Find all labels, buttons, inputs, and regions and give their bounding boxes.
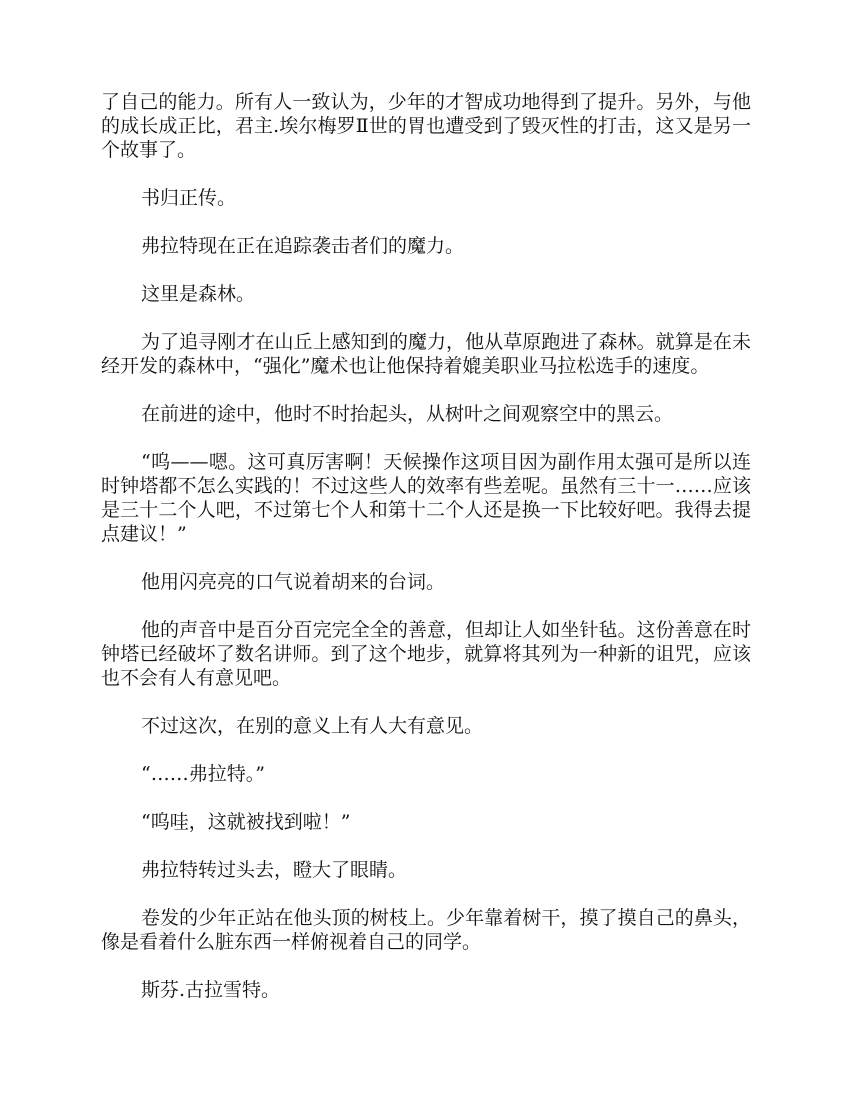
paragraph-continuation: 了自己的能力。所有人一致认为，少年的才智成功地得到了提升。另外，与他的成长成正比，君主.埃尔梅罗Ⅱ世的胃也遭受到了毁灭性的打击，这又是另一个故事了。 [101, 91, 751, 161]
paragraph: 卷发的少年正站在他头顶的树枝上。少年靠着树干，摸了摸自己的鼻头，像是看着什么脏东西一样俯视着自己的同学。 [101, 907, 751, 953]
paragraph: 他用闪亮亮的口气说着胡来的台词。 [141, 571, 446, 593]
paragraph: 他的声音中是百分百完完全全的善意，但却让人如坐针毡。这份善意在时钟塔已经破坏了数名讲师。到了这个地步，就算将其列为一种新的诅咒，应该也不会有人有意见吧。 [101, 619, 751, 689]
dialogue-paragraph: “……弗拉特。” [141, 763, 265, 785]
paragraph: 这里是森林。 [141, 283, 256, 305]
document-page [101, 90, 751, 1026]
paragraph: 弗拉特转过头去，瞪大了眼睛。 [141, 859, 408, 881]
dialogue-paragraph: “呜——嗯。这可真厉害啊！天候操作这项目因为副作用太强可是所以连时钟塔都不怎么实践的！不过这些人的效率有些差呢。虽然有三十一……应该是三十二个人吧，不过第七个人和第十二个人还是换一下比较好吧。我得去提点建议！” [101, 451, 751, 545]
paragraph: 书归正传。 [141, 187, 237, 209]
dialogue-paragraph: “呜哇，这就被找到啦！” [141, 811, 351, 833]
paragraph: 弗拉特现在正在追踪袭击者们的魔力。 [141, 235, 465, 257]
paragraph: 斯芬.古拉雪特。 [141, 979, 281, 1001]
paragraph: 在前进的途中，他时不时抬起头，从树叶之间观察空中的黑云。 [141, 403, 674, 425]
paragraph: 不过这次，在别的意义上有人大有意见。 [141, 715, 484, 737]
paragraph: 为了追寻刚才在山丘上感知到的魔力，他从草原跑进了森林。就算是在未经开发的森林中，“强化”魔术也让他保持着媲美职业马拉松选手的速度。 [101, 331, 751, 377]
